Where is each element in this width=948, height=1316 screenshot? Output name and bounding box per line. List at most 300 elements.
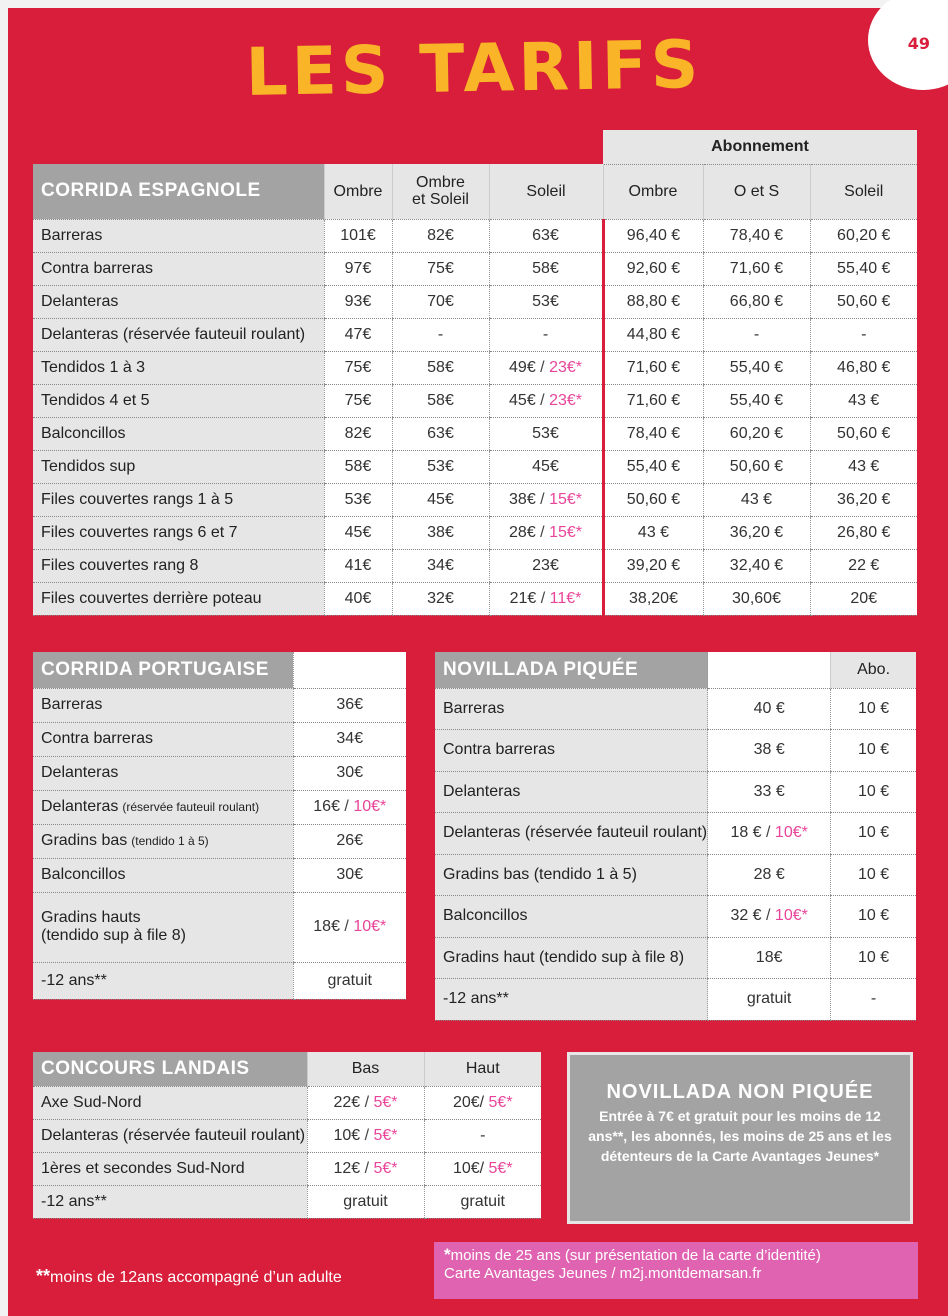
price: 92,60 €: [626, 259, 681, 277]
price-cell: [703, 582, 810, 615]
footnote-mark: *: [444, 1245, 451, 1264]
price: 46,80 €: [837, 358, 891, 376]
price-separator: /: [535, 490, 550, 508]
price: 34€: [336, 730, 364, 747]
price: 71,60 €: [729, 259, 784, 277]
price-cell: [489, 582, 603, 615]
label-note: (tendido sup à file 8): [41, 927, 186, 944]
price-cell: [810, 285, 917, 318]
price-cell: [703, 219, 810, 252]
price: 18€: [313, 918, 340, 935]
table-row: [33, 1119, 541, 1152]
price-cell: [424, 1086, 541, 1119]
price: 58€: [344, 457, 372, 475]
price-cell: [831, 730, 916, 772]
price: 38€: [509, 490, 536, 508]
price: 71,60 €: [626, 391, 681, 409]
price-cell: [810, 516, 917, 549]
price-cell: [603, 351, 703, 384]
price: 58€: [532, 259, 559, 277]
price-separator: /: [535, 358, 550, 376]
page-frame-left: [0, 0, 8, 1316]
table-row: [33, 450, 917, 483]
table-row: [33, 962, 406, 999]
price-cell: [392, 384, 489, 417]
price-cell: [489, 549, 603, 582]
table-row: [33, 351, 917, 384]
price-cell: [831, 771, 916, 813]
price-cell: [831, 813, 916, 855]
price-cell: [603, 516, 703, 549]
table-row: [33, 824, 406, 858]
price: 82€: [427, 226, 454, 244]
price: 34€: [427, 556, 454, 574]
price: 78,40 €: [626, 424, 681, 442]
price-cell: [703, 549, 810, 582]
table-row: [33, 417, 917, 450]
price-cell: [708, 688, 831, 730]
price-cell: [708, 854, 831, 896]
price: 78,40 €: [729, 226, 784, 244]
table-row: [33, 384, 917, 417]
price: -: [437, 325, 444, 343]
price-cell: [324, 450, 392, 483]
price-cell: [603, 219, 703, 252]
price: 21€: [509, 589, 537, 607]
price: 10 €: [858, 865, 890, 883]
row-label: Delanteras (réservée fauteuil roulant): [33, 318, 324, 351]
price-cell: [392, 450, 489, 483]
label-text: Barreras: [41, 696, 103, 713]
price-cell: [603, 252, 703, 285]
price-cell: [293, 688, 406, 722]
price: 22€: [333, 1093, 361, 1111]
price-separator: /: [535, 391, 550, 409]
price: 75€: [427, 259, 454, 277]
price-cell: [708, 730, 831, 772]
price: 28€: [509, 523, 536, 541]
table-row: [33, 483, 917, 516]
price-cell: [293, 824, 406, 858]
label-text: -12 ans**: [41, 971, 107, 989]
price: 60,20 €: [837, 226, 891, 244]
price-cell: [603, 417, 703, 450]
price: 49€: [509, 358, 536, 376]
price: 32€: [427, 589, 454, 607]
price: 38 €: [753, 741, 785, 759]
price-cell: [703, 417, 810, 450]
price: 96,40 €: [626, 226, 681, 244]
price-separator: /: [761, 907, 775, 925]
section-title: CONCOURS LANDAIS: [33, 1052, 307, 1086]
price: 30€: [336, 866, 364, 883]
table-row: [33, 892, 406, 962]
row-label: Delanteras (réservée fauteuil roulant): [435, 813, 708, 855]
row-label: -12 ans**: [33, 1185, 307, 1218]
price: 82€: [344, 424, 372, 442]
price: gratuit: [746, 990, 792, 1008]
price-cell: [307, 1086, 424, 1119]
discount-price: 5€*: [373, 1159, 398, 1177]
price-cell: [392, 252, 489, 285]
discount-price: 23€*: [549, 391, 582, 409]
column-header: Ombre et Soleil: [392, 164, 489, 219]
page-title: LES TARIFS: [245, 26, 703, 111]
price: 18 €: [730, 824, 762, 842]
price-cell: [324, 252, 392, 285]
price: 75€: [344, 358, 372, 376]
price: 43 €: [740, 490, 773, 508]
price: 30€: [336, 764, 364, 781]
row-label: -12 ans**: [435, 979, 708, 1021]
row-label: [33, 858, 293, 892]
page-number: 49: [907, 34, 930, 53]
price: 16€: [313, 798, 340, 815]
price: 12€: [333, 1159, 361, 1177]
column-header: Soleil: [810, 164, 917, 219]
price: 39,20 €: [626, 556, 681, 574]
price-cell: [324, 219, 392, 252]
price: -: [542, 325, 549, 343]
price-cell: [489, 417, 603, 450]
price-cell: [703, 351, 810, 384]
price: 23€: [532, 556, 559, 574]
price-cell: [603, 483, 703, 516]
price: 33 €: [753, 782, 785, 800]
price-separator: /: [360, 1126, 374, 1144]
price-cell: [831, 854, 916, 896]
table-row: [33, 756, 406, 790]
table-row: [33, 1086, 541, 1119]
price-cell: [603, 450, 703, 483]
price-cell: [708, 896, 831, 938]
table-row: [435, 979, 916, 1021]
price-cell: [307, 1119, 424, 1152]
footnote-under-25: *moins de 25 ans (sur présentation de la carte d’identité) Carte Avantages Jeunes / m2j.montdemarsan.fr: [434, 1242, 918, 1299]
row-label: Files couvertes derrière poteau: [33, 582, 324, 615]
corrida-espagnole-table: [33, 130, 917, 616]
price-cell: [307, 1152, 424, 1185]
table-row: [33, 516, 917, 549]
table-row: [33, 1152, 541, 1185]
price: 101€: [340, 226, 376, 244]
row-label: [33, 892, 293, 962]
discount-price: 11€*: [549, 589, 582, 607]
price-cell: [489, 483, 603, 516]
row-label: Files couvertes rangs 6 et 7: [33, 516, 324, 549]
page-frame-top: [0, 0, 948, 8]
price: -: [480, 1126, 486, 1144]
box-text: Entrée à 7€ et gratuit pour les moins de 12 ans**, les abonnés, les moins de 25 ans et les détenteurs de la Carte Avantages Jeunes*: [588, 1108, 892, 1164]
abo-header: Abo.: [831, 652, 916, 688]
price-cell: [424, 1152, 541, 1185]
price-cell: [392, 582, 489, 615]
price-cell: [708, 937, 831, 979]
price: 32 €: [730, 907, 762, 925]
table-row: [33, 688, 406, 722]
table-row: [33, 285, 917, 318]
price: 58€: [427, 391, 454, 409]
table-row: [435, 854, 916, 896]
price-separator: /: [536, 589, 550, 607]
price-separator: /: [339, 798, 354, 815]
price: 26€: [336, 832, 364, 849]
price-cell: [489, 516, 603, 549]
price-cell: [489, 285, 603, 318]
price-cell: [703, 483, 810, 516]
price: 45€: [532, 457, 559, 475]
price: 26,80 €: [837, 523, 891, 541]
table-row: [33, 219, 917, 252]
table-row: [435, 896, 916, 938]
price: 10 €: [858, 824, 890, 842]
price-cell: [293, 790, 406, 824]
price-cell: [603, 318, 703, 351]
price: 22 €: [848, 556, 880, 574]
row-label: [33, 790, 293, 824]
price: 55,40 €: [729, 391, 784, 409]
table-row: [33, 318, 917, 351]
price-cell: [810, 483, 917, 516]
price-cell: [703, 516, 810, 549]
label-note: (tendido 1 à 5): [131, 834, 209, 848]
price: 10€: [333, 1126, 361, 1144]
price: 20€/: [452, 1093, 485, 1111]
price-separator: /: [360, 1159, 374, 1177]
price: 20€: [850, 589, 878, 607]
price: 71,60 €: [626, 358, 681, 376]
price: 97€: [344, 259, 372, 277]
label-text: Contra barreras: [41, 730, 154, 747]
price: 53€: [344, 490, 372, 508]
price-cell: [603, 549, 703, 582]
section-title: CORRIDA PORTUGAISE: [33, 652, 293, 688]
price-cell: [831, 896, 916, 938]
price: 40€: [344, 589, 372, 607]
price-cell: [708, 771, 831, 813]
price-cell: [324, 285, 392, 318]
price-cell: [392, 516, 489, 549]
price: 60,20 €: [729, 424, 784, 442]
price-cell: [603, 384, 703, 417]
price-separator: /: [339, 918, 354, 935]
price-cell: [324, 384, 392, 417]
price: 38,20€: [629, 589, 678, 607]
discount-price: 10€*: [774, 907, 808, 925]
price: 55,40 €: [626, 457, 681, 475]
row-label: Delanteras: [435, 771, 708, 813]
novillada-non-piquee-box: [567, 1052, 913, 1224]
price-cell: [810, 219, 917, 252]
discount-price: 23€*: [549, 358, 582, 376]
price: 75€: [344, 391, 372, 409]
price: 40 €: [753, 699, 785, 717]
row-label: [33, 824, 293, 858]
price-cell: [324, 417, 392, 450]
section-title: CORRIDA ESPAGNOLE: [33, 164, 324, 219]
price: 55,40 €: [837, 259, 891, 277]
price: -: [753, 325, 760, 343]
table-row: [33, 790, 406, 824]
price: 36,20 €: [837, 490, 891, 508]
column-header: O et S: [703, 164, 810, 219]
price: -: [870, 990, 877, 1008]
price: 45€: [509, 391, 536, 409]
price: 50,60 €: [837, 292, 891, 310]
price: 53€: [532, 424, 559, 442]
discount-price: 10€*: [774, 824, 808, 842]
column-header: Haut: [424, 1052, 541, 1086]
price-cell: [392, 351, 489, 384]
price-cell: [293, 722, 406, 756]
label-note: (réservée fauteuil roulant): [122, 800, 260, 814]
price-cell: [307, 1185, 424, 1218]
price: 30,60€: [732, 589, 781, 607]
row-label: Files couvertes rangs 1 à 5: [33, 483, 324, 516]
table-row: [33, 1185, 541, 1218]
price: 50,60 €: [626, 490, 681, 508]
row-label: Barreras: [33, 219, 324, 252]
price-cell: [603, 285, 703, 318]
novillada-piquee-table: [435, 652, 916, 1021]
row-label: [33, 962, 293, 999]
price-cell: [424, 1185, 541, 1218]
price: gratuit: [327, 971, 372, 989]
row-label: Delanteras (réservée fauteuil roulant): [33, 1119, 307, 1152]
row-label: Contra barreras: [435, 730, 708, 772]
price-cell: [831, 937, 916, 979]
discount-price: 5€*: [488, 1159, 513, 1177]
row-label: Tendidos 4 et 5: [33, 384, 324, 417]
footnote-under-12: **moins de 12ans accompagné d’un adulte: [36, 1266, 342, 1286]
price-cell: [293, 892, 406, 962]
row-label: Balconcillos: [435, 896, 708, 938]
column-header: Ombre: [603, 164, 703, 219]
table-row: [435, 688, 916, 730]
row-label: Balconcillos: [33, 417, 324, 450]
price-cell: [703, 285, 810, 318]
concours-landais-table: [33, 1052, 541, 1219]
price-cell: [293, 756, 406, 790]
price: 88,80 €: [626, 292, 681, 310]
row-label: [33, 756, 293, 790]
label-text: Gradins hauts: [41, 909, 141, 926]
discount-price: 5€*: [373, 1093, 398, 1111]
price: 10€/: [452, 1159, 485, 1177]
price-cell: [489, 450, 603, 483]
price: 63€: [427, 424, 454, 442]
price-cell: [831, 979, 916, 1021]
discount-price: 10€*: [353, 918, 387, 935]
row-label: Files couvertes rang 8: [33, 549, 324, 582]
price: 66,80 €: [729, 292, 784, 310]
row-label: Delanteras: [33, 285, 324, 318]
price: 18€: [755, 948, 783, 966]
price: 93€: [344, 292, 372, 310]
price: 43 €: [637, 523, 670, 541]
row-label: Axe Sud-Nord: [33, 1086, 307, 1119]
price-cell: [708, 813, 831, 855]
section-title: NOVILLADA PIQUÉE: [435, 652, 708, 688]
price: 63€: [532, 226, 559, 244]
label-text: Gradins bas: [41, 832, 128, 849]
price-cell: [810, 384, 917, 417]
discount-price: 15€*: [549, 523, 582, 541]
row-label: Barreras: [435, 688, 708, 730]
table-row: [33, 252, 917, 285]
price: 47€: [344, 325, 372, 343]
abonnement-header: Abonnement: [603, 130, 917, 164]
price-separator: /: [535, 523, 550, 541]
price: 10 €: [858, 699, 890, 717]
price-cell: [324, 318, 392, 351]
footnote-mark: **: [36, 1266, 51, 1286]
row-label: Tendidos sup: [33, 450, 324, 483]
price-cell: [424, 1119, 541, 1152]
table-row: [435, 771, 916, 813]
price-cell: [603, 582, 703, 615]
price-cell: [392, 483, 489, 516]
price: 70€: [427, 292, 454, 310]
label-text: Delanteras: [41, 798, 119, 815]
price: 43 €: [848, 391, 880, 409]
row-label: Gradins bas (tendido 1 à 5): [435, 854, 708, 896]
price-cell: [392, 549, 489, 582]
price: 50,60 €: [837, 424, 891, 442]
price-cell: [489, 219, 603, 252]
price: 53€: [532, 292, 559, 310]
price-cell: [810, 450, 917, 483]
table-row: [435, 937, 916, 979]
table-row: [33, 858, 406, 892]
price: 28 €: [753, 865, 785, 883]
price: -: [861, 325, 867, 343]
row-label: Gradins haut (tendido sup à file 8): [435, 937, 708, 979]
column-header: Bas: [307, 1052, 424, 1086]
price: 10 €: [858, 907, 890, 925]
price-cell: [392, 285, 489, 318]
price: 45€: [427, 490, 454, 508]
price-cell: [489, 384, 603, 417]
box-title: NOVILLADA NON PIQUÉE: [606, 1081, 874, 1103]
price: 10 €: [858, 782, 890, 800]
table-row: [33, 722, 406, 756]
price-cell: [392, 219, 489, 252]
table-row: [33, 582, 917, 615]
price-cell: [489, 252, 603, 285]
discount-price: 15€*: [549, 490, 582, 508]
price-cell: [703, 384, 810, 417]
price-cell: [810, 351, 917, 384]
price: 32,40 €: [729, 556, 784, 574]
column-header: Soleil: [489, 164, 603, 219]
label-text: Delanteras: [41, 764, 119, 781]
price-cell: [810, 417, 917, 450]
row-label: Tendidos 1 à 3: [33, 351, 324, 384]
price-cell: [293, 858, 406, 892]
price-cell: [324, 351, 392, 384]
price-separator: /: [761, 824, 775, 842]
row-label: [33, 722, 293, 756]
price-cell: [810, 318, 917, 351]
price-cell: [489, 351, 603, 384]
price-cell: [324, 582, 392, 615]
price: 50,60 €: [729, 457, 784, 475]
table-row: [33, 549, 917, 582]
price: 53€: [427, 457, 454, 475]
price: 44,80 €: [626, 325, 681, 343]
table-row: [435, 730, 916, 772]
